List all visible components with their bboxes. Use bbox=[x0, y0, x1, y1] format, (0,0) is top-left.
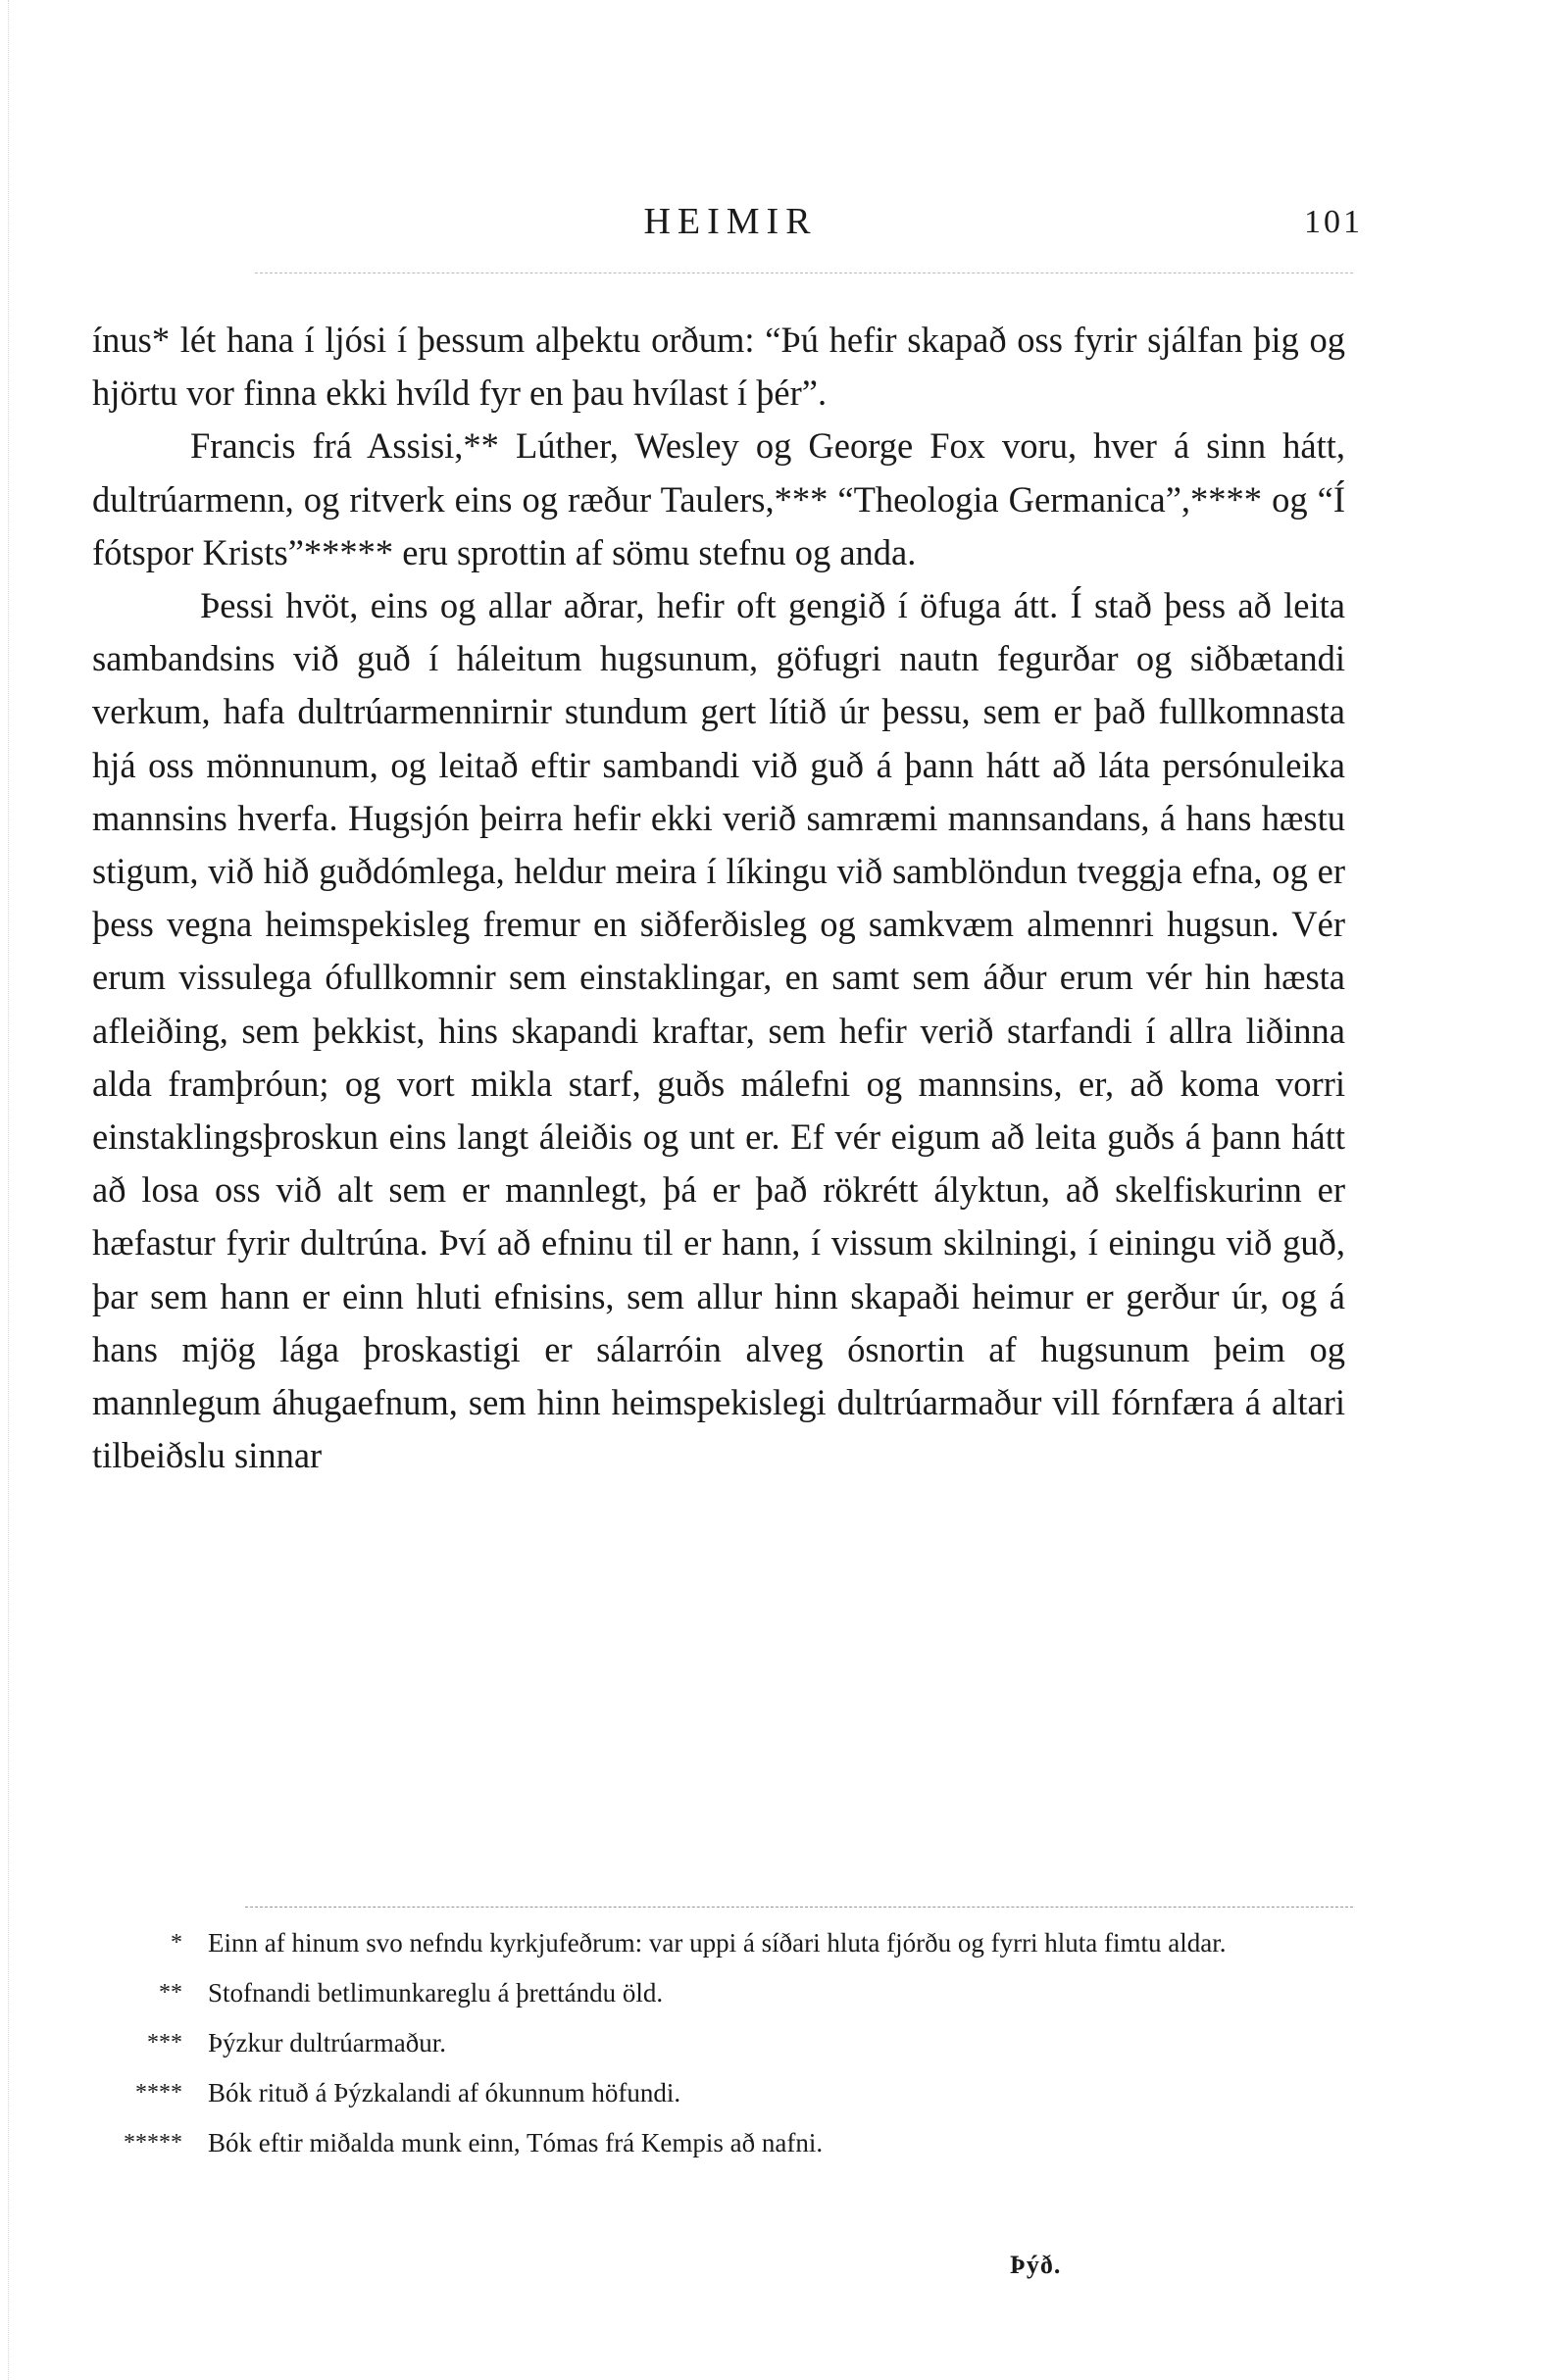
footnote-mark: *** bbox=[147, 2030, 182, 2056]
footnote-text: Þýzkur dultrúarmaður. bbox=[208, 2028, 446, 2058]
paragraph-2: Francis frá Assisi,** Lúther, Wesley og George Fox voru, hver á sinn hátt, dultrúarmenn, og ritverk eins og ræður Taulers,*** “Theologia Germanica”,**** og “Í fótspor Krists”***** eru sprottin af sömu stefnu og anda. bbox=[92, 425, 1345, 572]
page-number: 101 bbox=[1304, 204, 1363, 240]
running-head: HEIMIR bbox=[643, 201, 818, 242]
footnote-1 bbox=[92, 1923, 1357, 1963]
footnote-4 bbox=[92, 2073, 1357, 2113]
body-text bbox=[92, 314, 1345, 1482]
footnote-text: Stofnandi betlimunkareglu á þrettándu öld. bbox=[208, 1978, 664, 2008]
footnote-2 bbox=[92, 1973, 1357, 2013]
footnote-text: Bók eftir miðalda munk einn, Tómas frá Kempis að nafni. bbox=[208, 2128, 824, 2157]
footnote-5 bbox=[92, 2123, 1357, 2163]
translator-signature: Þýð. bbox=[1010, 2251, 1062, 2279]
page-edge-marks bbox=[8, 0, 9, 2380]
footnotes bbox=[92, 1923, 1357, 2173]
footnote-divider bbox=[245, 1907, 1353, 1908]
paragraph-1: ínus* lét hana í ljósi í þessum alþektu orðum: “Þú hefir skapað oss fyrir sjálfan þig og hjörtu vor finna ekki hvíld fyr en þau hvílast í þér”. bbox=[92, 320, 1345, 414]
page-header bbox=[98, 196, 1363, 255]
footnote-3 bbox=[92, 2023, 1357, 2063]
footnote-mark: ** bbox=[159, 1980, 182, 2006]
footnote-mark: **** bbox=[135, 2080, 182, 2106]
footnote-text: Bók rituð á Þýzkalandi af ókunnum höfundi. bbox=[208, 2078, 681, 2107]
footnote-mark: ***** bbox=[124, 2130, 182, 2156]
paragraph-3: Þessi hvöt, eins og allar aðrar, hefir oft gengið í öfuga átt. Í stað þess að leita sambandsins við guð í háleitum hugsunum, göfugri nautn fegurðar og siðbætandi verkum, hafa dultrúarmennirnir stundum gert lítið úr þessu, sem er það fullkomnasta hjá oss mönnunum, og leitað eftir sambandi við guð á þann hátt að láta persónuleika mannsins hverfa. Hugsjón þeirra hefir ekki verið samræmi mannsandans, á hans hæstu stigum, við hið guðdómlega, heldur meira í líkingu við samblöndun tveggja efna, og er þess vegna heimspekisleg fremur en siðferðisleg og samkvæm almennri hugsun. Vér erum vissulega ófullkomnir sem einstaklingar, en samt sem áður erum vér hin hæsta afleiðing, sem þekkist, hins skapandi kraftar, sem hefir verið starfandi í allra liðinna alda framþróun; og vort mikla starf, guðs málefni og mannsins, er, að koma vorri einstaklingsþroskun eins langt áleiðis og unt er. Ef vér eigum að leita guðs á þann hátt að losa oss við alt sem er mannlegt, þá er það rökrétt ályktun, að skelfiskurinn er hæfastur fyrir dultrúna. Því að efninu til er hann, í vissum skilningi, í einingu við guð, þar sem hann er einn hluti efnisins, sem allur hinn skapaði heimur er gerður úr, og á hans mjög lága þroskastigi er sálarróin alveg ósnortin af hugsunum þeim og mannlegum áhugaefnum, sem hinn heimspekislegi dultrúarmaður vill fórnfæra á altari tilbeiðslu sinnar bbox=[92, 585, 1345, 1476]
footnote-mark: * bbox=[171, 1930, 182, 1956]
footnote-text: Einn af hinum svo nefndu kyrkjufeðrum: var uppi á síðari hluta fjórðu og fyrri hluta fimtu aldar. bbox=[208, 1928, 1227, 1958]
